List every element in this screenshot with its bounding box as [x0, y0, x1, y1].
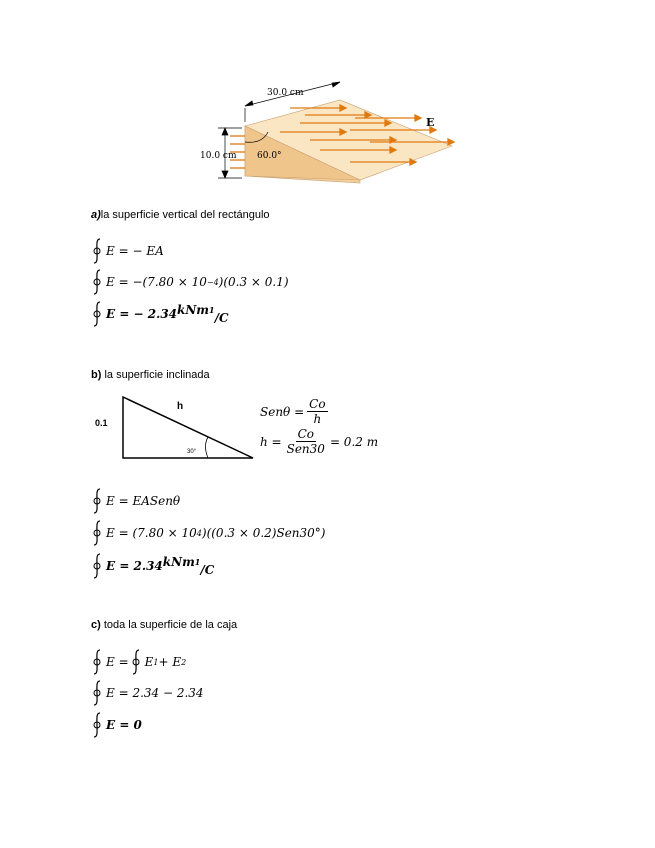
- contour-integral-icon: [90, 519, 104, 547]
- h-formula: h = $\frac{Co}{\text{Sen30}}$ = 0.2 m: [260, 427, 379, 456]
- triangle-angle-label: 30°: [187, 449, 197, 455]
- heading-c: c) toda la superficie de la caja: [91, 619, 238, 631]
- contour-integral-icon: [90, 552, 104, 580]
- contour-integral-icon: [90, 300, 104, 328]
- width-label: 30.0 cm: [267, 88, 304, 98]
- eq-c3: E = 0: [90, 710, 142, 740]
- contour-integral-icon: [129, 648, 143, 676]
- triangle-diagram: [90, 392, 260, 464]
- contour-integral-icon: [90, 237, 104, 265]
- angle-label: 60.0°: [257, 151, 282, 161]
- eq-a1: E = − EA: [90, 236, 164, 266]
- eq-b2: E = (7.80 × 10 4 )((0.3 × 0.2)Sen30°): [90, 518, 325, 548]
- contour-integral-icon: [90, 648, 104, 676]
- heading-a: a)la superficie vertical del rectángulo: [91, 209, 270, 221]
- wedge-figure: [190, 78, 470, 188]
- contour-integral-icon: [90, 487, 104, 515]
- field-label: E: [426, 116, 435, 129]
- triangle-height-label: 0.1: [95, 418, 108, 428]
- eq-a3: E = − 2.34 kNm $^1$ /C: [90, 299, 229, 329]
- sen-formula: Senθ = $\frac{Co}{h}$: [260, 397, 326, 426]
- eq-b3: E = 2.34 kNm $^1$ /C: [90, 551, 214, 581]
- triangle-hypotenuse-label: h: [177, 401, 184, 412]
- contour-integral-icon: [90, 268, 104, 296]
- eq-a2: E = −(7.80 × 10 −4 )(0.3 × 0.1): [90, 267, 289, 297]
- eq-c2: E = 2.34 − 2.34: [90, 678, 204, 708]
- eq-c1: E = E 1 + E 2: [90, 647, 186, 677]
- contour-integral-icon: [90, 679, 104, 707]
- height-label: 10.0 cm: [200, 151, 237, 161]
- heading-b: b) la superficie inclinada: [91, 369, 210, 381]
- eq-b1: E = EASenθ: [90, 486, 180, 516]
- contour-integral-icon: [90, 711, 104, 739]
